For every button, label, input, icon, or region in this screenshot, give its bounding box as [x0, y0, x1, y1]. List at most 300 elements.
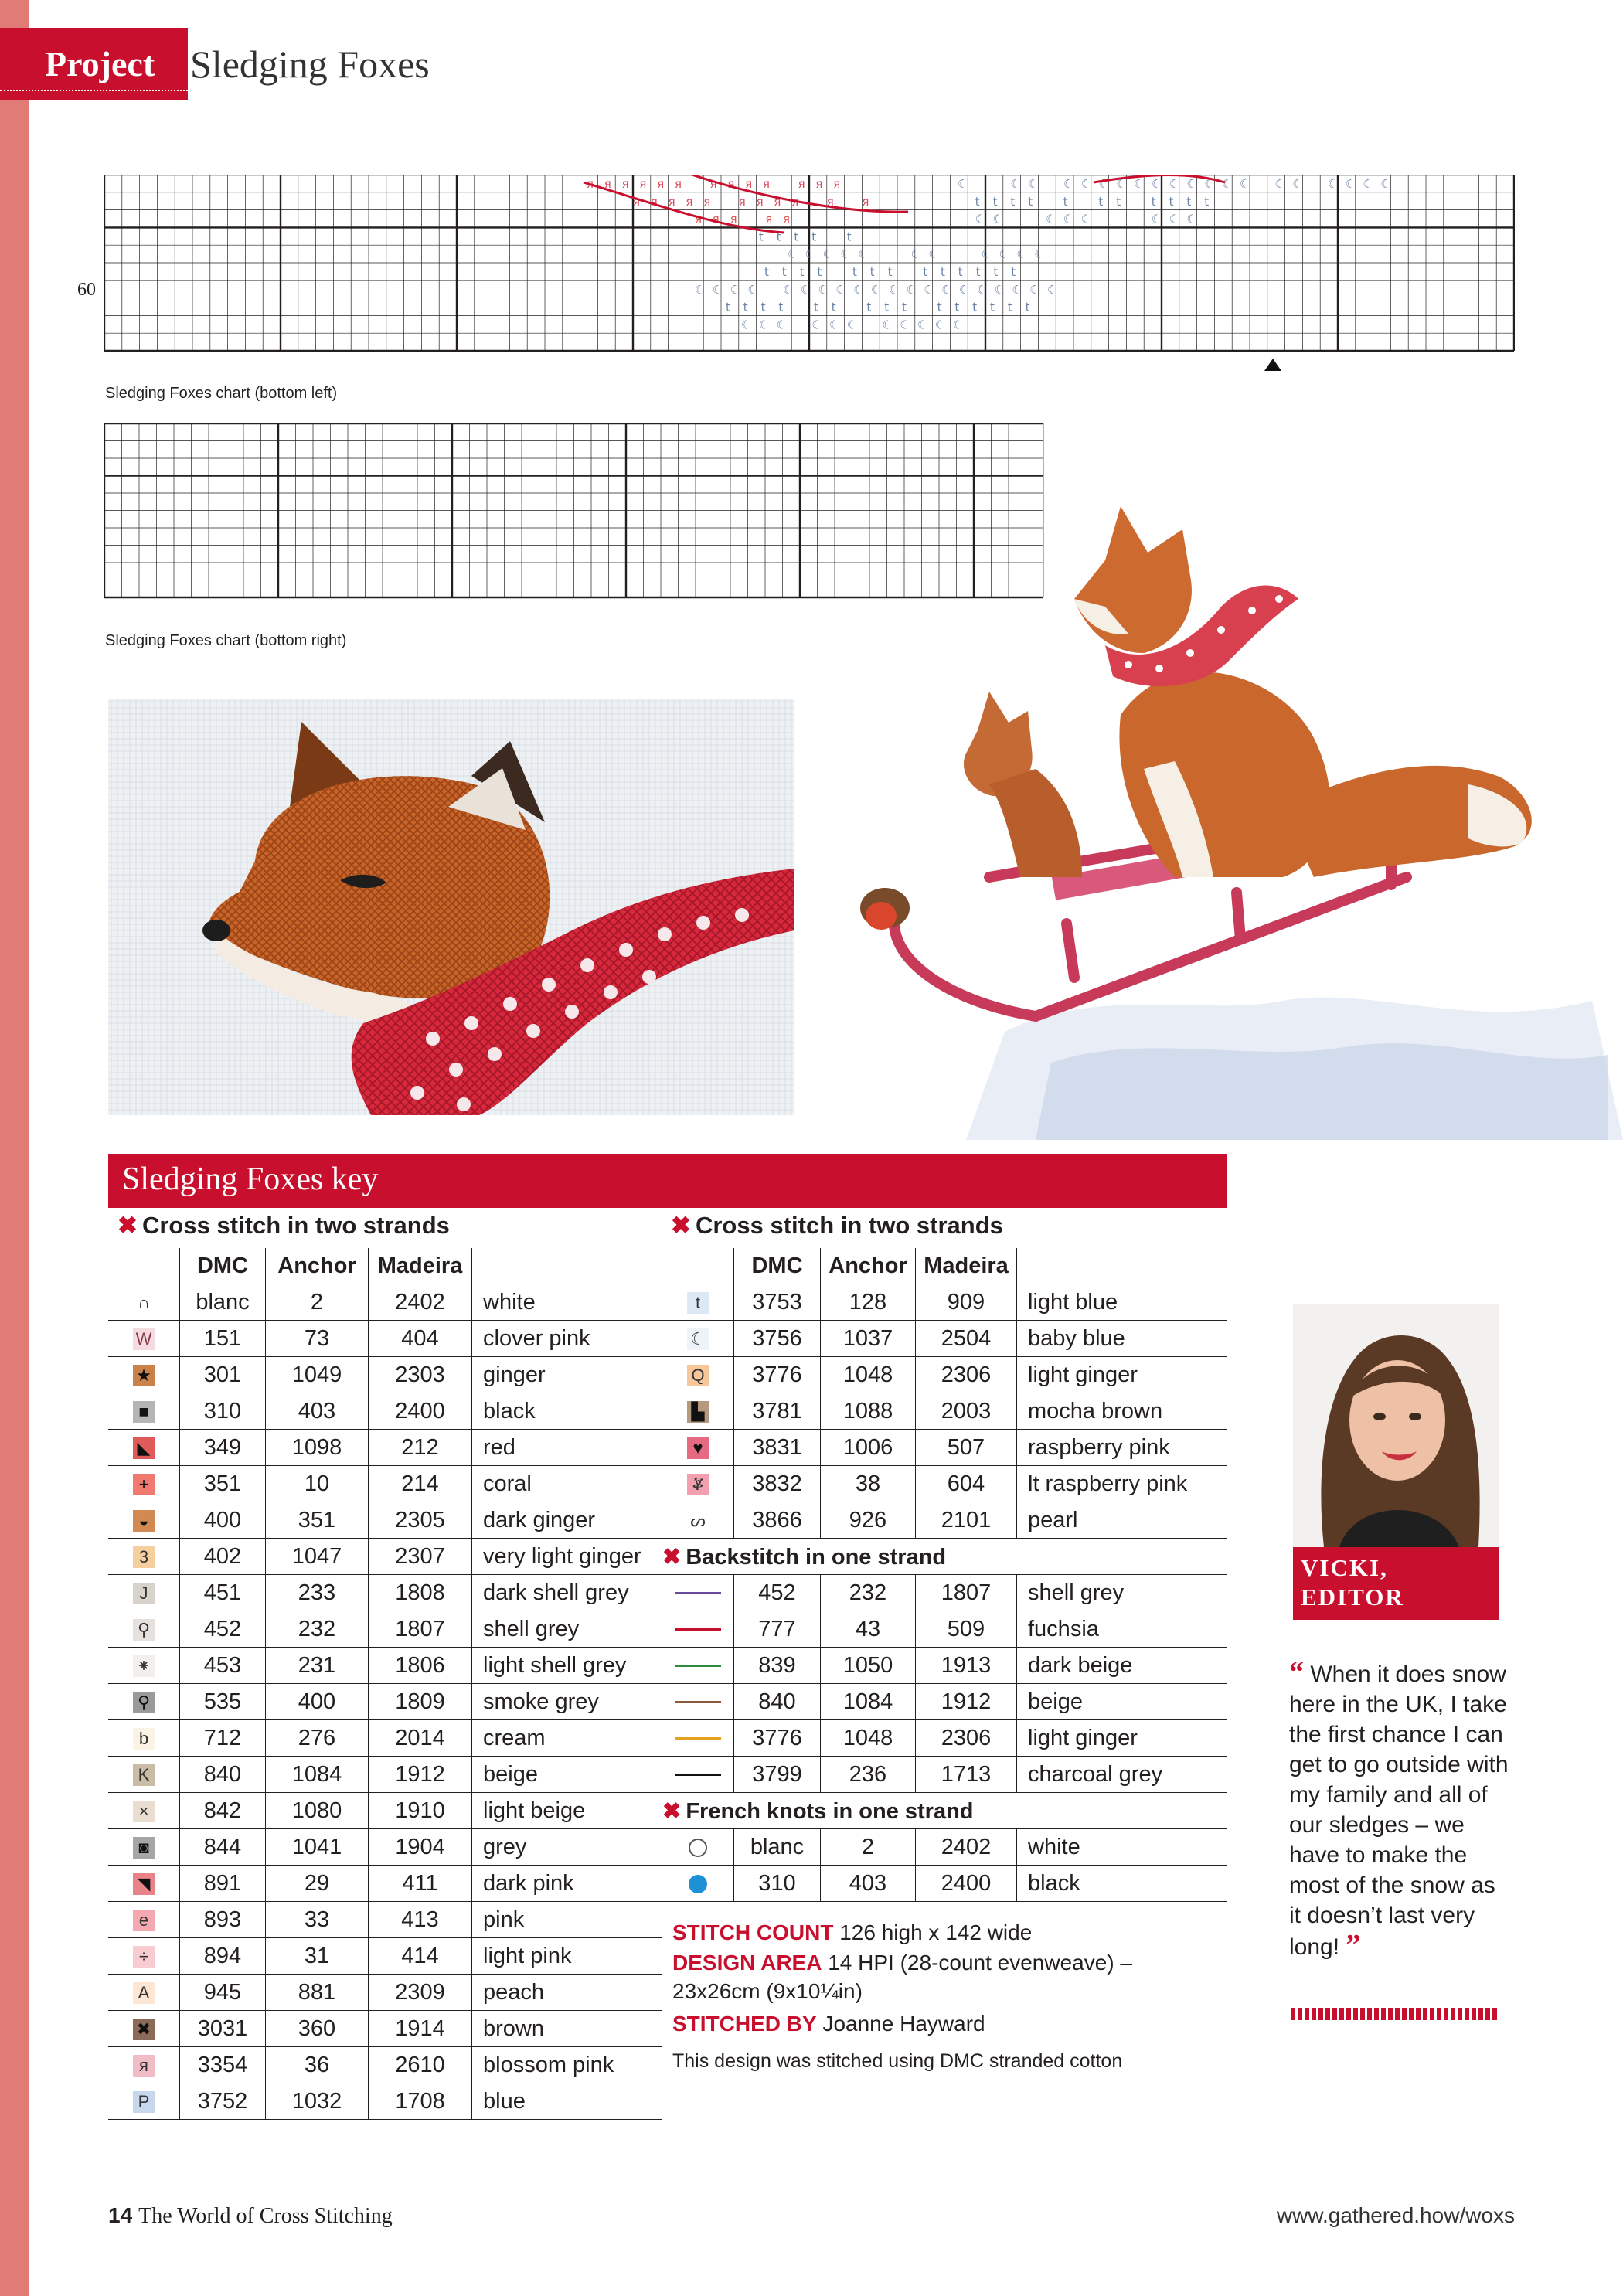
- symbol-cell: [662, 1430, 734, 1466]
- stitch-symbol-icon: Q: [687, 1365, 709, 1386]
- chart-stitch-symbol: я: [862, 194, 869, 209]
- backstitch-line-icon: [675, 1701, 721, 1703]
- anchor-cell: 1050: [821, 1648, 916, 1684]
- chart-stitch-symbol: t: [781, 265, 787, 279]
- colour-name-cell: very light ginger: [472, 1539, 663, 1575]
- madeira-cell: 411: [369, 1866, 472, 1902]
- key-row: [662, 1466, 1227, 1502]
- colour-name-cell: white: [1017, 1829, 1227, 1866]
- anchor-cell: 233: [266, 1575, 369, 1611]
- chart-stitch-symbol: ☾: [1274, 177, 1285, 191]
- page-number: 14: [108, 2203, 133, 2227]
- key-row: [108, 1757, 662, 1793]
- anchor-cell: 43: [821, 1611, 916, 1648]
- chart-stitch-symbol: я: [675, 177, 682, 191]
- stitch-symbol-icon: +: [133, 1474, 155, 1495]
- key-row: [108, 1357, 662, 1393]
- chart-stitch-symbol: ☾: [1292, 177, 1303, 191]
- key-row: [108, 2011, 662, 2047]
- colour-name-cell: dark beige: [1017, 1648, 1227, 1684]
- right-key-table: [662, 1248, 1227, 1902]
- chart-stitch-symbol: я: [712, 212, 720, 226]
- dmc-cell: 777: [734, 1611, 821, 1648]
- anchor-header: Anchor: [821, 1248, 916, 1284]
- madeira-cell: 214: [369, 1466, 472, 1502]
- symbol-cell: [108, 1539, 180, 1575]
- madeira-cell: 909: [916, 1284, 1017, 1321]
- chart-stitch-symbol: t: [990, 300, 995, 315]
- editor-role: EDITOR: [1301, 1583, 1404, 1611]
- chart-stitch-symbol: t: [817, 265, 822, 279]
- key-row: [108, 1829, 662, 1866]
- madeira-cell: 212: [369, 1430, 472, 1466]
- madeira-cell: 604: [916, 1466, 1017, 1502]
- project-tab: [0, 28, 188, 100]
- symbol-cell: [108, 2083, 180, 2120]
- key-row: [108, 1720, 662, 1757]
- anchor-cell: 1048: [821, 1720, 916, 1757]
- anchor-cell: 31: [266, 1938, 369, 1975]
- name-header: [472, 1248, 663, 1284]
- stitch-symbol-icon: W: [133, 1328, 155, 1350]
- colour-name-cell: dark shell grey: [472, 1575, 663, 1611]
- chart-stitch-symbol: ☾: [1098, 177, 1109, 191]
- stitch-symbol-icon: ◣: [133, 1437, 155, 1459]
- anchor-cell: 2: [821, 1829, 916, 1866]
- key-row: [108, 1284, 662, 1321]
- stitch-symbol-icon: ♥: [687, 1437, 709, 1459]
- madeira-cell: 2400: [369, 1393, 472, 1430]
- colour-name-cell: light shell grey: [472, 1648, 663, 1684]
- madeira-header: Madeira: [916, 1248, 1017, 1284]
- stitch-symbol-icon: t: [687, 1292, 709, 1314]
- stitch-symbol-icon: ∩: [133, 1292, 155, 1314]
- dmc-cell: 402: [180, 1539, 266, 1575]
- dmc-cell: 3776: [734, 1720, 821, 1757]
- madeira-cell: 2610: [369, 2047, 472, 2083]
- chart-stitch-symbol: ☾: [917, 318, 928, 332]
- chart-stitch-symbol: ☾: [747, 282, 758, 297]
- chart-stitch-symbol: я: [695, 212, 703, 226]
- chart-stitch-symbol: ☾: [1016, 247, 1027, 262]
- chart-stitch-symbol: ☾: [1169, 177, 1180, 191]
- madeira-cell: 1808: [369, 1575, 472, 1611]
- colour-name-cell: light pink: [472, 1938, 663, 1975]
- backstitch-line-icon: [675, 1592, 721, 1594]
- anchor-cell: 360: [266, 2011, 369, 2047]
- french-knots-heading-cell: [662, 1793, 1227, 1829]
- dmc-cell: 3832: [734, 1466, 821, 1502]
- chart-stitch-symbol: t: [764, 265, 769, 279]
- colour-name-cell: light ginger: [1017, 1720, 1227, 1757]
- colour-name-cell: white: [472, 1284, 663, 1321]
- dmc-cell: 349: [180, 1430, 266, 1466]
- madeira-cell: 2307: [369, 1539, 472, 1575]
- backstitch-heading-label: Backstitch in one strand: [686, 1544, 947, 1570]
- symbol-cell: [662, 1393, 734, 1430]
- dmc-cell: 400: [180, 1502, 266, 1539]
- stitch-symbol-icon: b: [133, 1728, 155, 1750]
- chart-stitch-symbol: я: [826, 194, 834, 209]
- chart-stitch-symbol: ☾: [1380, 177, 1391, 191]
- chart-stitch-symbol: ☾: [1029, 282, 1040, 297]
- madeira-cell: 2014: [369, 1720, 472, 1757]
- colour-name-cell: pink: [472, 1902, 663, 1938]
- design-area-size: 23x26cm (9x10¼in): [672, 1979, 863, 2003]
- key-title: Sledging Foxes key: [122, 1162, 379, 1197]
- colour-name-cell: red: [472, 1430, 663, 1466]
- anchor-cell: 1006: [821, 1430, 916, 1466]
- dmc-cell: 712: [180, 1720, 266, 1757]
- chart-stitch-symbol: t: [726, 300, 730, 315]
- stitch-symbol-icon: ᔕ: [687, 1510, 709, 1532]
- madeira-cell: 1904: [369, 1829, 472, 1866]
- project-tab-label: Project: [45, 44, 155, 83]
- madeira-cell: 1910: [369, 1793, 472, 1829]
- symbol-cell: [108, 1393, 180, 1430]
- dmc-cell: 839: [734, 1648, 821, 1684]
- table-header-row: [662, 1248, 1227, 1284]
- chart-stitch-symbol: ☾: [1080, 212, 1092, 226]
- quote-divider: [1291, 2008, 1499, 2020]
- chart-stitch-symbol: ☾: [1151, 212, 1162, 226]
- madeira-cell: 2504: [916, 1321, 1017, 1357]
- anchor-cell: 232: [266, 1611, 369, 1648]
- anchor-cell: 33: [266, 1902, 369, 1938]
- chart-stitch-symbol: я: [703, 194, 711, 209]
- dmc-cell: 452: [734, 1575, 821, 1611]
- thread-note: This design was stitched using DMC stranded cotton: [672, 2050, 1123, 2072]
- anchor-cell: 38: [821, 1466, 916, 1502]
- chart-stitch-symbol: t: [812, 230, 817, 244]
- stitch-symbol-icon: J: [133, 1583, 155, 1604]
- symbol-cell: [662, 1684, 734, 1720]
- stitch-symbol-icon: ◥: [133, 1873, 155, 1895]
- french-knot-icon: [689, 1839, 707, 1857]
- chart-stitch-symbol: ☾: [958, 177, 968, 191]
- madeira-cell: 1914: [369, 2011, 472, 2047]
- colour-name-cell: light ginger: [1017, 1357, 1227, 1393]
- chart-stitch-symbol: я: [639, 177, 647, 191]
- key-row: [108, 1611, 662, 1648]
- dmc-cell: 3031: [180, 2011, 266, 2047]
- chart-stitch-symbol: ☾: [1034, 247, 1045, 262]
- chart-stitch-symbol: t: [743, 300, 748, 315]
- madeira-cell: 1912: [369, 1757, 472, 1793]
- stitch-symbol-icon: ◒: [133, 1510, 155, 1532]
- chart-stitch-symbol: ☾: [812, 318, 822, 332]
- chart-stitch-symbol: t: [1204, 194, 1210, 209]
- backstitch-heading: [662, 1539, 1227, 1575]
- colour-name-cell: baby blue: [1017, 1321, 1227, 1357]
- key-row: [108, 1575, 662, 1611]
- backstitch-row: [662, 1648, 1227, 1684]
- anchor-cell: 128: [821, 1284, 916, 1321]
- dmc-cell: 535: [180, 1684, 266, 1720]
- stitch-symbol-icon: ☾: [687, 1328, 709, 1350]
- anchor-cell: 10: [266, 1466, 369, 1502]
- chart-stitch-symbol: я: [657, 177, 665, 191]
- french-knots-heading: [662, 1793, 1227, 1829]
- chart-stitch-symbol: ☾: [1116, 177, 1127, 191]
- symbol-cell: [108, 1430, 180, 1466]
- madeira-cell: 2303: [369, 1357, 472, 1393]
- anchor-cell: 1048: [821, 1357, 916, 1393]
- chart-stitch-symbol: ☾: [1063, 212, 1074, 226]
- chart-stitch-symbol: я: [745, 177, 753, 191]
- anchor-cell: 1084: [821, 1684, 916, 1720]
- chart-stitch-symbol: я: [633, 194, 641, 209]
- key-row: [108, 2047, 662, 2083]
- symbol-cell: [662, 1611, 734, 1648]
- colour-name-cell: dark ginger: [472, 1502, 663, 1539]
- madeira-cell: 2306: [916, 1357, 1017, 1393]
- anchor-cell: 403: [821, 1866, 916, 1902]
- symbol-cell: [662, 1321, 734, 1357]
- dmc-cell: 945: [180, 1975, 266, 2011]
- colour-name-cell: brown: [472, 2011, 663, 2047]
- chart-stitch-symbol: t: [1151, 194, 1156, 209]
- chart-stitch-symbol: ☾: [741, 318, 752, 332]
- editor-name-tag: [1293, 1547, 1499, 1620]
- chart-stitch-symbol: t: [831, 300, 836, 315]
- backstitch-row: [662, 1720, 1227, 1757]
- chart-stitch-symbol: ☾: [1151, 177, 1162, 191]
- colour-name-cell: blossom pink: [472, 2047, 663, 2083]
- side-strip: [0, 0, 29, 2296]
- colour-name-cell: shell grey: [1017, 1575, 1227, 1611]
- chart-stitch-symbol: ☾: [840, 247, 851, 262]
- chart-stitch-symbol: я: [798, 177, 805, 191]
- dmc-header: DMC: [180, 1248, 266, 1284]
- chart-stitch-symbol: t: [1186, 194, 1192, 209]
- magazine-name: The World of Cross Stitching: [138, 2204, 393, 2228]
- madeira-header: Madeira: [369, 1248, 472, 1284]
- anchor-cell: 351: [266, 1502, 369, 1539]
- backstitch-line-icon: [675, 1665, 721, 1667]
- chart-stitch-symbol: ☾: [1063, 177, 1074, 191]
- chart-stitch-symbol: ☾: [1010, 177, 1021, 191]
- chart-stitch-symbol: ☾: [776, 318, 788, 332]
- chart-stitch-symbol: ☾: [952, 318, 964, 332]
- chart-stitch-symbol: ☾: [730, 282, 741, 297]
- symbol-cell: [108, 1321, 180, 1357]
- stitch-symbol-icon: A: [133, 1982, 155, 2004]
- chart-stitch-symbol: ☾: [822, 247, 834, 262]
- symbol-cell: [662, 1829, 734, 1866]
- chart-stitch-symbol: ☾: [1327, 177, 1339, 191]
- editor-portrait: [1293, 1304, 1499, 1547]
- stitch-symbol-icon: ⚲: [133, 1692, 155, 1713]
- anchor-cell: 29: [266, 1866, 369, 1902]
- madeira-cell: 2402: [916, 1829, 1017, 1866]
- madeira-cell: 414: [369, 1938, 472, 1975]
- chart-stitch-symbol: ☾: [1186, 212, 1197, 226]
- dmc-cell: 3781: [734, 1393, 821, 1430]
- symbol-cell: [108, 1611, 180, 1648]
- colour-name-cell: cream: [472, 1720, 663, 1757]
- cross-marker-icon: ✖: [671, 1212, 691, 1239]
- chart-stitch-symbol: я: [791, 194, 799, 209]
- chart-stitch-symbol: ☾: [1186, 177, 1197, 191]
- chart-stitch-symbol: ☾: [1204, 177, 1215, 191]
- symbol-cell: [108, 1975, 180, 2011]
- chart-stitch-symbol: ☾: [1028, 177, 1039, 191]
- chart-stitch-symbol: я: [621, 177, 629, 191]
- symbol-cell: [662, 1575, 734, 1611]
- dmc-cell: 840: [180, 1757, 266, 1793]
- right-section-heading: ✖ Cross stitch in two strands: [671, 1212, 1003, 1239]
- stitched-fox-photo: [108, 699, 794, 1115]
- chart-stitch-symbol: я: [765, 212, 773, 226]
- anchor-cell: 881: [266, 1975, 369, 2011]
- chart-stitch-symbol: t: [1063, 194, 1068, 209]
- chart-stitch-symbol: ☾: [900, 318, 910, 332]
- chart-stitch-symbol: t: [1010, 194, 1016, 209]
- key-row: [108, 1684, 662, 1720]
- dmc-cell: 3354: [180, 2047, 266, 2083]
- madeira-cell: 2101: [916, 1502, 1017, 1539]
- chart-stitch-symbol: ☾: [994, 282, 1005, 297]
- madeira-cell: 2400: [916, 1866, 1017, 1902]
- madeira-cell: 1912: [916, 1684, 1017, 1720]
- backstitch-row: [662, 1684, 1227, 1720]
- key-row: [108, 1539, 662, 1575]
- stitch-symbol-icon: e: [133, 1910, 155, 1931]
- anchor-cell: 73: [266, 1321, 369, 1357]
- chart-stitch-symbol: t: [975, 265, 981, 279]
- footer-left: [108, 2203, 393, 2229]
- key-row: [108, 1866, 662, 1902]
- anchor-cell: 400: [266, 1684, 369, 1720]
- design-area: DESIGN AREA 14 HPI (28-count evenweave) –: [672, 1951, 1132, 1975]
- symbol-cell: [108, 1357, 180, 1393]
- anchor-cell: 231: [266, 1648, 369, 1684]
- chart-stitch-symbol: t: [884, 300, 890, 315]
- key-row: [108, 1466, 662, 1502]
- chart-stitch-symbol: t: [1116, 194, 1121, 209]
- dmc-cell: 891: [180, 1866, 266, 1902]
- madeira-cell: 2003: [916, 1393, 1017, 1430]
- dmc-cell: 310: [734, 1866, 821, 1902]
- anchor-cell: 1080: [266, 1793, 369, 1829]
- chart-stitch-symbol: ☾: [783, 282, 794, 297]
- colour-name-cell: light beige: [472, 1793, 663, 1829]
- chart-stitch-symbol: ☾: [1012, 282, 1022, 297]
- footer-url[interactable]: www.gathered.how/woxs: [1276, 2203, 1515, 2227]
- chart-stitch-symbol: я: [738, 194, 746, 209]
- colour-name-cell: dark pink: [472, 1866, 663, 1902]
- editor-quote: [1289, 1658, 1513, 1962]
- chart-stitch-symbol: ☾: [853, 282, 864, 297]
- chart-stitch-symbol: t: [887, 265, 893, 279]
- chart-stitch-symbol: ☾: [910, 247, 922, 262]
- colour-name-cell: blue: [472, 2083, 663, 2120]
- colour-name-cell: grey: [472, 1829, 663, 1866]
- colour-name-cell: pearl: [1017, 1502, 1227, 1539]
- chart-stitch-symbol: t: [1169, 194, 1174, 209]
- madeira-cell: 1807: [369, 1611, 472, 1648]
- chart-stitch-symbol: ☾: [999, 247, 1010, 262]
- chart-caption-bottom-left: Sledging Foxes chart (bottom left): [105, 385, 338, 402]
- dmc-cell: 301: [180, 1357, 266, 1393]
- chart-stitch-symbol: ☾: [981, 247, 992, 262]
- chart-stitch-symbol: t: [937, 300, 942, 315]
- key-row: [108, 2083, 662, 2120]
- chart-stitch-symbol: t: [799, 265, 805, 279]
- stitch-symbol-icon: ⚲: [133, 1619, 155, 1641]
- chart-caption-bottom-right: Sledging Foxes chart (bottom right): [105, 632, 347, 649]
- key-row: [108, 1502, 662, 1539]
- anchor-cell: 236: [821, 1757, 916, 1793]
- stitch-symbol-icon: 3: [133, 1546, 155, 1568]
- chart-stitch-symbol: ☾: [835, 282, 846, 297]
- cross-marker-icon: ✖: [662, 1544, 682, 1570]
- key-row: [662, 1321, 1227, 1357]
- madeira-cell: 2306: [916, 1720, 1017, 1757]
- chart-stitch-symbol: ☾: [1169, 212, 1180, 226]
- chart-stitch-symbol: t: [869, 265, 875, 279]
- chart-stitch-symbol: ☾: [758, 318, 770, 332]
- chart-stitch-symbol: ☾: [924, 282, 934, 297]
- symbol-cell: [108, 2011, 180, 2047]
- symbol-cell: [108, 1938, 180, 1975]
- chart-stitch-symbol: я: [650, 194, 658, 209]
- anchor-cell: 1041: [266, 1829, 369, 1866]
- colour-name-cell: coral: [472, 1466, 663, 1502]
- key-row: [108, 1975, 662, 2011]
- chart-stitch-symbol: ☾: [818, 282, 829, 297]
- symbol-cell: [662, 1720, 734, 1757]
- dmc-cell: blanc: [180, 1284, 266, 1321]
- key-row: [108, 1430, 662, 1466]
- colour-name-cell: smoke grey: [472, 1684, 663, 1720]
- anchor-cell: 403: [266, 1393, 369, 1430]
- symbol-cell: [662, 1866, 734, 1902]
- chart-stitch-symbol: t: [1011, 265, 1016, 279]
- dmc-cell: 351: [180, 1466, 266, 1502]
- anchor-cell: 1047: [266, 1539, 369, 1575]
- dmc-cell: 310: [180, 1393, 266, 1430]
- key-row: [108, 1648, 662, 1684]
- key-row: [108, 1938, 662, 1975]
- chart-stitch-symbol: t: [972, 300, 978, 315]
- backstitch-row: [662, 1611, 1227, 1648]
- colour-name-cell: mocha brown: [1017, 1393, 1227, 1430]
- chart-stitch-symbol: ☾: [959, 282, 970, 297]
- key-row: [662, 1502, 1227, 1539]
- dmc-cell: 3752: [180, 2083, 266, 2120]
- madeira-cell: 1713: [916, 1757, 1017, 1793]
- symbol-cell: [662, 1357, 734, 1393]
- symbol-cell: [108, 1757, 180, 1793]
- chart-stitch-symbol: ☾: [941, 282, 952, 297]
- stitched-by: STITCHED BY Joanne Hayward: [672, 2012, 985, 2036]
- symbol-cell: [662, 1502, 734, 1539]
- chart-stitch-symbol: ☾: [871, 282, 882, 297]
- stitch-symbol-icon: ⁕: [133, 1655, 155, 1677]
- chart-stitch-symbol: я: [709, 177, 717, 191]
- chart-stitch-symbol: t: [954, 300, 960, 315]
- page-title: Sledging Foxes: [190, 43, 430, 86]
- stitch-symbol-icon: ▙: [687, 1401, 709, 1423]
- dmc-cell: 894: [180, 1938, 266, 1975]
- left-key-table: [108, 1248, 662, 2120]
- madeira-cell: 413: [369, 1902, 472, 1938]
- madeira-cell: 509: [916, 1611, 1017, 1648]
- colour-name-cell: clover pink: [472, 1321, 663, 1357]
- chart-stitch-symbol: ☾: [805, 247, 816, 262]
